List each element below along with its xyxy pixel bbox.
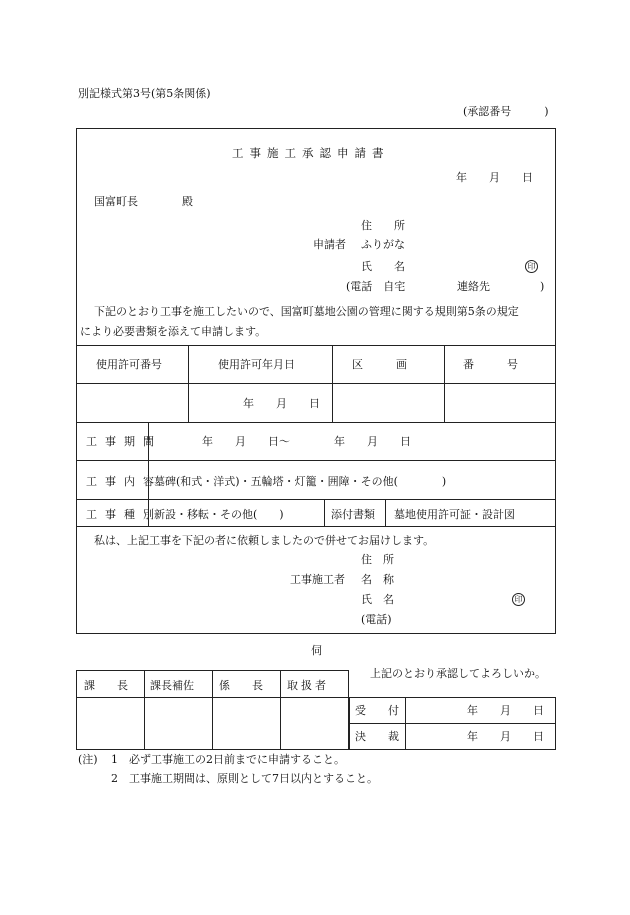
divider (188, 345, 189, 422)
section-header: 区 画 (352, 358, 407, 371)
decision-date: 年 月 日 (467, 730, 544, 743)
divider (148, 422, 149, 526)
decision-label: 決 裁 (355, 730, 399, 743)
divider (76, 383, 556, 384)
note-number: 2 (111, 772, 118, 785)
divider (212, 670, 213, 750)
applicant-phone-label: (電話 自宅 (346, 280, 406, 293)
note-number: 1 (111, 753, 118, 766)
divider (76, 345, 556, 346)
approval-number-label: (承認番号 ) (463, 105, 549, 118)
form-title: 工事施工承認申請書 (232, 146, 390, 160)
period-value: 年 月 日〜 年 月 日 (202, 435, 411, 448)
note-text: 工事施工期間は、原則として7日以内とすること。 (129, 772, 378, 785)
period-label: 工事期間 (86, 435, 162, 448)
type-label: 工事種別 (86, 508, 162, 521)
contractor-name-label: 氏 名 (361, 593, 394, 606)
contractor-statement: 私は、上記工事を下記の者に依頼しましたので併せてお届けします。 (94, 534, 435, 547)
addressee: 国富町長 殿 (94, 195, 193, 208)
receipt-label: 受 付 (355, 704, 399, 717)
subsection-chief-header: 係 長 (219, 679, 263, 692)
number-header: 番 号 (463, 358, 518, 371)
contractor-role-label: 工事施工者 (290, 573, 345, 586)
type-value: 新設・移転・その他( ) (154, 508, 284, 521)
divider (385, 499, 386, 526)
assistant-chief-header: 課長補佐 (150, 679, 194, 692)
section-chief-header: 課 長 (84, 679, 128, 692)
contractor-seal-icon: 印 (512, 593, 525, 606)
divider (144, 670, 145, 750)
applicant-seal-icon: 印 (525, 260, 538, 273)
approval-question: 上記のとおり承認してよろしいか。 (370, 667, 546, 680)
divider (405, 697, 406, 750)
contractor-phone-label: (電話) (361, 613, 392, 626)
permit-number-header: 使用許可番号 (96, 358, 162, 371)
divider (332, 345, 333, 422)
form-number-label: 別記様式第3号(第5条関係) (78, 87, 211, 100)
inquiry-label: 伺 (311, 644, 322, 657)
divider (280, 670, 281, 750)
content-value: 墓碑(和式・洋式)・五輪塔・灯籠・囲障・その他( ) (154, 475, 447, 488)
applicant-name-label: 氏 名 (361, 260, 405, 273)
permit-date-header: 使用許可年月日 (218, 358, 295, 371)
contractor-address-label: 住 所 (361, 553, 394, 566)
applicant-address-label: 住 所 (361, 219, 405, 232)
note-text: 必ず工事施工の2日前までに申請すること。 (129, 753, 345, 766)
handler-header: 取扱者 (287, 679, 329, 692)
statement-line-1: 下記のとおり工事を施工したいので、国富町墓地公園の管理に関する規則第5条の規定 (94, 305, 519, 318)
applicant-close-paren: ) (540, 280, 545, 293)
applicant-contact-label: 連絡先 (457, 280, 490, 293)
application-date: 年 月 日 (456, 171, 533, 184)
attachments-label: 添付書類 (331, 508, 375, 521)
statement-line-2: により必要書類を添えて申請します。 (80, 325, 267, 338)
contractor-company-label: 名 称 (361, 573, 394, 586)
divider (349, 723, 556, 724)
applicant-role-label: 申請者 (313, 238, 346, 251)
receipt-date: 年 月 日 (467, 704, 544, 717)
attachments-value: 墓地使用許可証・設計図 (394, 508, 515, 521)
permit-date-value: 年 月 日 (243, 397, 320, 410)
applicant-furigana-label: ふりがな (361, 238, 405, 251)
divider (444, 345, 445, 422)
content-label: 工事内容 (86, 475, 162, 488)
divider (324, 499, 325, 526)
notes-prefix: (注) (78, 753, 98, 766)
divider (76, 526, 556, 527)
